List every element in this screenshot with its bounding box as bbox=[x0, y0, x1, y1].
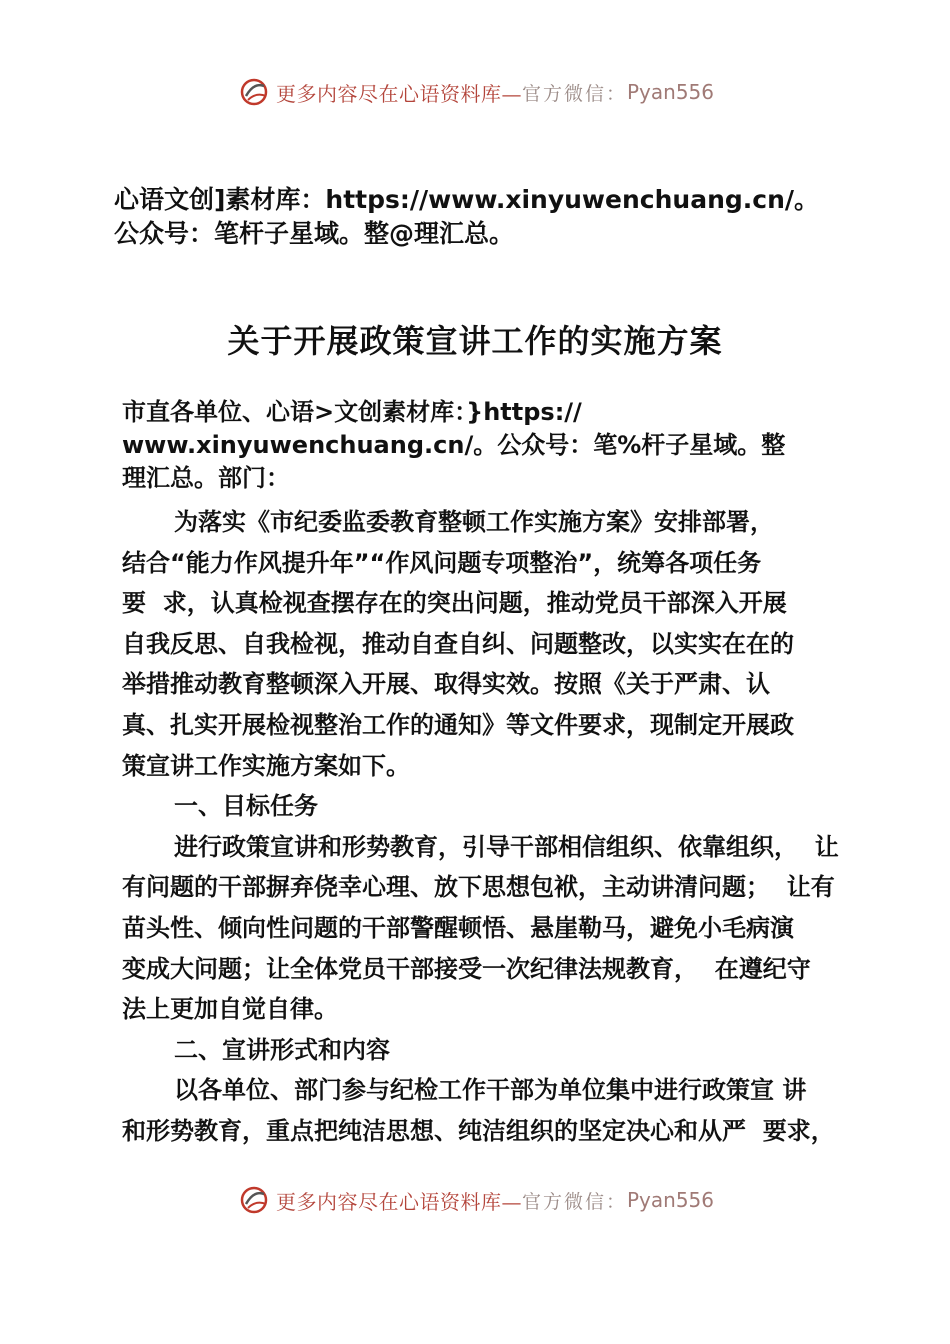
header-note-line: 心语文创]素材库：https://www.xinyuwenchuang.cn/。 bbox=[114, 185, 820, 214]
banner-wechat-label: 官方微信： bbox=[521, 1190, 627, 1213]
brand-logo-icon bbox=[236, 1182, 272, 1218]
paragraph-line: 举措推动教育整顿深入开展、取得实效。按照《关于严肃、认 bbox=[122, 670, 770, 699]
address-line: 理汇总。部门： bbox=[122, 464, 290, 492]
brand-logo-icon bbox=[236, 74, 272, 110]
paragraph-line: 苗头性、倾向性问题的干部警醒顿悟、悬崖勒马，避免小毛病演 bbox=[122, 913, 794, 942]
paragraph-line: 和形势教育，重点把纯洁思想、纯洁组织的坚定决心和从严 要求， bbox=[122, 1116, 835, 1145]
paragraph-line: 为落实《市纪委监委教育整顿工作实施方案》安排部署， bbox=[174, 508, 774, 536]
document-body bbox=[122, 396, 852, 1152]
header-note-line: 公众号：笔杆子星域。整@理汇总。 bbox=[114, 219, 515, 248]
paragraph-line: 有问题的干部摒弃侥幸心理、放下思想包袱，主动讲清问题； 让有 bbox=[122, 873, 835, 902]
address-line: www.xinyuwenchuang.cn/。公众号：笔%杆子星域。整 bbox=[122, 431, 786, 459]
section-heading: 一、目标任务 bbox=[174, 792, 318, 821]
paragraph-line: 策宣讲工作实施方案如下。 bbox=[122, 751, 410, 780]
paragraph-line: 结合“能力作风提升年”“作风问题专项整治”，统筹各项任务 bbox=[122, 548, 762, 577]
banner-wechat-id: Pyan556 bbox=[627, 1188, 715, 1212]
document-title: 关于开展政策宣讲工作的实施方案 bbox=[227, 322, 723, 360]
top-watermark-banner bbox=[0, 72, 950, 112]
address-line: 市直各单位、心语>文创素材库：}https:// bbox=[122, 398, 582, 426]
paragraph-line: 进行政策宣讲和形势教育，引导干部相信组织、依靠组织， 让 bbox=[174, 832, 839, 861]
header-note bbox=[114, 183, 874, 251]
banner-wechat-id: Pyan556 bbox=[627, 80, 715, 104]
section-heading: 二、宣讲形式和内容 bbox=[174, 1035, 390, 1064]
banner-text: 更多内容尽在心语资料库— bbox=[275, 81, 522, 106]
paragraph-line: 以各单位、部门参与纪检工作干部为单位集中进行政策宣 讲 bbox=[174, 1076, 807, 1105]
paragraph-line: 自我反思、自我检视，推动自查自纠、问题整改，以实实在在的 bbox=[122, 629, 794, 658]
bottom-watermark-banner bbox=[0, 1180, 950, 1220]
banner-text: 更多内容尽在心语资料库— bbox=[275, 1189, 522, 1214]
paragraph-line: 变成大问题；让全体党员干部接受一次纪律法规教育， 在遵纪守 bbox=[122, 954, 811, 983]
paragraph-line: 要 求，认真检视查摆存在的突出问题，推动党员干部深入开展 bbox=[122, 589, 787, 618]
paragraph-line: 法上更加自觉自律。 bbox=[122, 995, 338, 1024]
paragraph-line: 真、扎实开展检视整治工作的通知》等文件要求，现制定开展政 bbox=[122, 710, 794, 739]
banner-wechat-label: 官方微信： bbox=[521, 82, 627, 105]
